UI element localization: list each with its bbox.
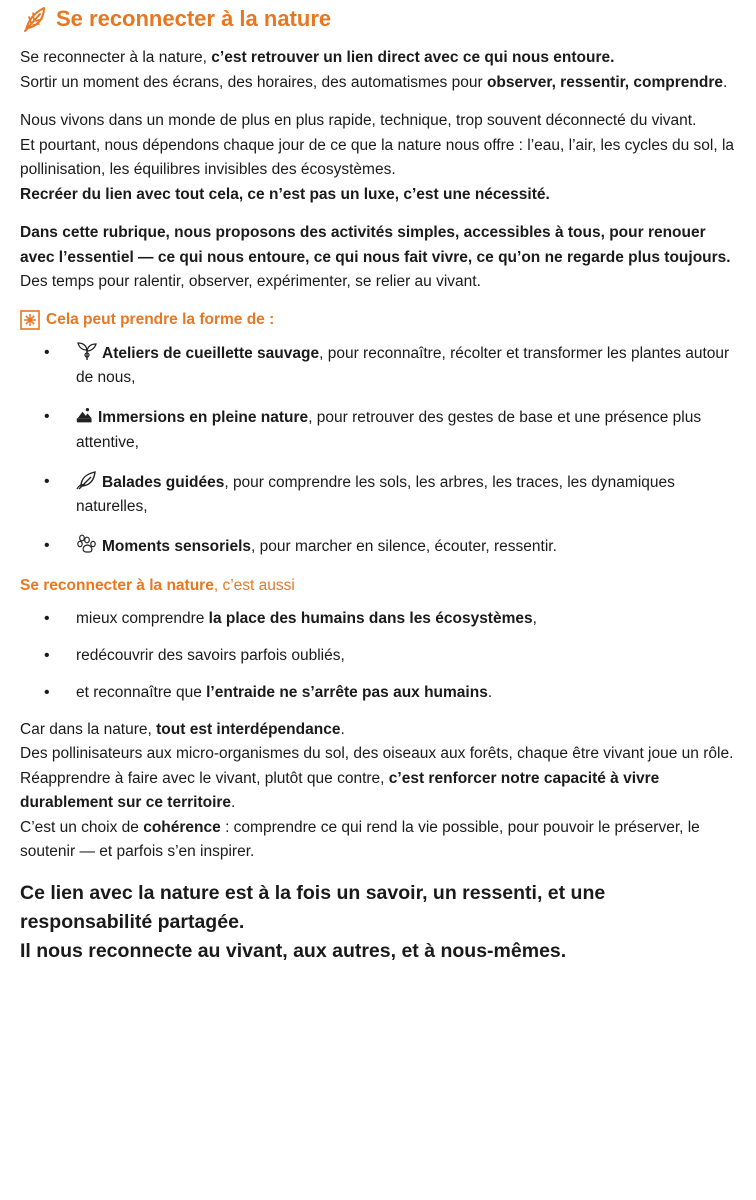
also-heading: Se reconnecter à la nature, c’est aussi	[20, 577, 295, 594]
bullet: •	[44, 646, 50, 664]
list-item: • Balades guidées, pour comprendre les sols, les arbres, les traces, les dynamiques naturelles,	[20, 470, 736, 520]
bullet: •	[44, 343, 50, 361]
bullet: •	[44, 609, 50, 627]
page-title-text: Se reconnecter à la nature	[56, 6, 332, 31]
bullet: •	[44, 472, 50, 490]
list-item: • Moments sensoriels, pour marcher en silence, écouter, ressentir.	[20, 534, 736, 560]
list-item: • redécouvrir des savoirs parfois oubliés,	[20, 644, 736, 669]
list-item: • et reconnaître que l’entraide ne s’arrête pas aux humains.	[20, 681, 736, 706]
intro-paragraph: Se reconnecter à la nature, c’est retrouver un lien direct avec ce qui nous entoure. Sortir un moment des écrans, des horaires, des automatismes pour observer, ressentir, comprendre.	[20, 49, 728, 91]
list-item: • mieux comprendre la place des humains dans les écosystèmes,	[20, 607, 736, 632]
forms-heading: Cela peut prendre la forme de :	[20, 307, 736, 333]
paw-icon	[76, 534, 98, 554]
landscape-icon	[76, 405, 94, 425]
sparkle-box-icon	[20, 310, 40, 330]
sprout-icon	[76, 341, 98, 361]
also-list	[20, 607, 736, 706]
leaf-hand-icon	[76, 470, 98, 490]
closing-statement: Ce lien avec la nature est à la fois un savoir, un ressenti, et une responsabilité partagée. Il nous reconnecte au vivant, aux autres, et à nous-mêmes.	[20, 881, 606, 962]
interdependence-paragraph: Car dans la nature, tout est interdépendance. Des pollinisateurs aux micro-organismes du sol, des oiseaux aux forêts, chaque être vivant joue un rôle. Réapprendre à faire avec le vivant, plutôt que contre, c’est renforcer notre capacité à vivre durablement sur ce territoire. C’est un choix de cohérence : comprendre ce qui rend la vie possible, pour pouvoir le préserver, le soutenir — et parfois s’en inspirer.	[20, 720, 734, 860]
list-item: • Ateliers de cueillette sauvage, pour reconnaître, récolter et transformer les plantes autour de nous,	[20, 341, 736, 391]
rubric-paragraph: Dans cette rubrique, nous proposons des activités simples, accessibles à tous, pour renouer avec l’essentiel — ce qui nous entoure, ce qui nous fait vivre, ce qu’on ne regarde plus toujours. Des temps pour ralentir, observer, expérimenter, se relier au vivant.	[20, 224, 731, 290]
list-item: • Immersions en pleine nature, pour retrouver des gestes de base et une présence plus attentive,	[20, 405, 736, 455]
context-paragraph: Nous vivons dans un monde de plus en plus rapide, technique, trop souvent déconnecté du vivant. Et pourtant, nous dépendons chaque jour de ce que la nature nous offre : l’eau, l’air, les cycles du sol, la pollinisation, les équilibres invisibles des écosystèmes. Recréer du lien avec tout cela, ce n’est pas un luxe, c’est une nécessité.	[20, 112, 735, 203]
page-title	[20, 0, 736, 36]
bullet: •	[44, 408, 50, 425]
leaf-icon	[20, 4, 50, 34]
bullet: •	[44, 537, 50, 554]
forms-list	[20, 341, 736, 560]
bullet: •	[44, 683, 50, 701]
